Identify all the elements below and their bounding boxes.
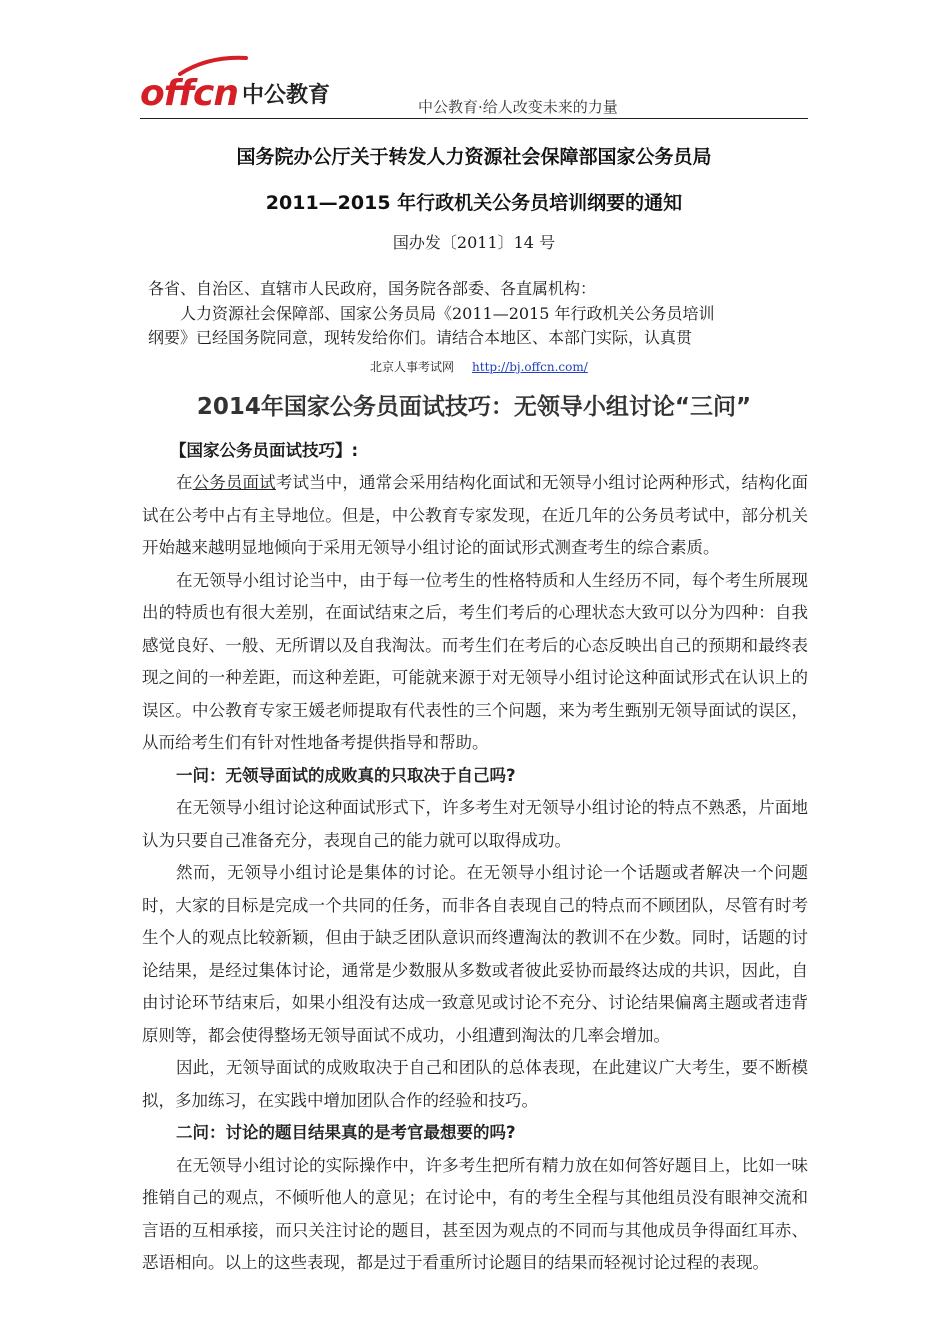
source-link[interactable]: http://bj.offcn.com/ xyxy=(472,360,588,374)
paragraph-3: 在无领导小组讨论这种面试形式下，许多考生对无领导小组讨论的特点不熟悉，片面地认为只要自己准备充分，表现自己的能力就可以取得成功。 xyxy=(142,798,808,850)
article-lead: 【国家公务员面试技巧】: xyxy=(170,441,359,460)
paragraph-1 xyxy=(142,467,808,565)
notice-body-line2: 纲要》已经国务院同意，现转发给你们。请结合本地区、本部门实际，认真贯 xyxy=(148,328,693,347)
notice-addressee: 各省、自治区、直辖市人民政府，国务院各部委、各直属机构： xyxy=(148,279,597,298)
page-header xyxy=(140,60,808,118)
notice-title-line2: 2011—2015 年行政机关公务员培训纲要的通知 xyxy=(265,192,683,214)
source-label: 北京人事考试网 xyxy=(370,360,455,374)
paragraph-2: 在无领导小组讨论当中，由于每一位考生的性格特质和人生经历不同，每个考生所展现出的特质也有很大差别，在面试结束之后，考生们考后的心理状态大致可以分为四种：自我感觉良好、一般、无所谓以及自我淘汰。而考生们在考后的心态反映出自己的预期和最终表现之间的一种差距，而这种差距，可能就来源于对无领导小组讨论这种面试形式在认识上的误区。中公教育专家王媛老师提取有代表性的三个问题，来为考生甄别无领导面试的误区，从而给考生们有针对性地备考提供指导和帮助。 xyxy=(142,570,808,752)
paragraph-4: 然而，无领导小组讨论是集体的讨论。在无领导小组讨论一个话题或者解决一个问题时，大家的目标是完成一个共同的任务，而非各自表现自己的特点而不顾团队，尽管有时考生个人的观点比较新颖，但由于缺乏团队意识而终遭淘汰的教训不在少数。同时，话题的讨论结果，是经过集体讨论，通常是少数服从多数或者彼此妥协而最终达成的共识，因此，自由讨论环节结束后，如果小组没有达成一致意见或讨论不充分、讨论结果偏离主题或者违背原则等，都会使得整场无领导面试不成功，小组遭到淘汰的几率会增加。 xyxy=(142,863,808,1045)
article-body xyxy=(142,467,808,1280)
question-1-heading: 一问：无领导面试的成败真的只取决于自己吗? xyxy=(176,765,516,785)
notice-body-line1: 人力资源社会保障部、国家公务员局《2011—2015 年行政机关公务员培训 xyxy=(180,304,715,323)
logo-latin-text: offcn xyxy=(140,73,239,114)
question-2-heading: 二问：讨论的题目结果真的是考官最想要的吗? xyxy=(176,1123,516,1142)
paragraph-5: 因此，无领导面试的成败取决于自己和团队的总体表现，在此建议广大考生，要不断模拟，多加练习，在实践中增加团队合作的经验和技巧。 xyxy=(142,1058,808,1110)
logo-swoosh-icon xyxy=(178,54,248,76)
p1-text: 考试当中，通常会采用结构化面试和无领导小组讨论两种形式，结构化面试在公考中占有主导地位。但是，中公教育专家发现，在近几年的公务员考试中，部分机关开始越来越明显地倾向于采用无领导小组讨论的面试形式测查考生的综合素质。 xyxy=(142,473,809,557)
header-slogan: 中公教育·给人改变未来的力量 xyxy=(418,98,618,116)
logo-chinese-text: 中公教育 xyxy=(242,83,331,108)
paragraph-6: 在无领导小组讨论的实际操作中，许多考生把所有精力放在如何答好题目上，比如一味推销自己的观点，不倾听他人的意见；在讨论中，有的考生全程与其他组员没有眼神交流和言语的互相承接，而只关注讨论的题目，甚至因为观点的不同而与其他成员争得面红耳赤、恶语相向。以上的这些表现，都是过于看重所讨论题目的结果而轻视讨论过程的表现。 xyxy=(142,1155,808,1272)
document-number: 国办发〔2011〕14 号 xyxy=(392,233,556,252)
header-divider xyxy=(140,118,808,119)
article-title: 2014年国家公务员面试技巧：无领导小组讨论“三问” xyxy=(196,394,752,420)
p1-prefix: 在 xyxy=(176,473,193,492)
offcn-logo xyxy=(140,64,330,114)
civil-service-interview-link[interactable]: 公务员面试 xyxy=(192,473,276,492)
notice-title-line1: 国务院办公厅关于转发人力资源社会保障部国家公务员局 xyxy=(236,146,712,168)
source-line xyxy=(370,358,588,375)
